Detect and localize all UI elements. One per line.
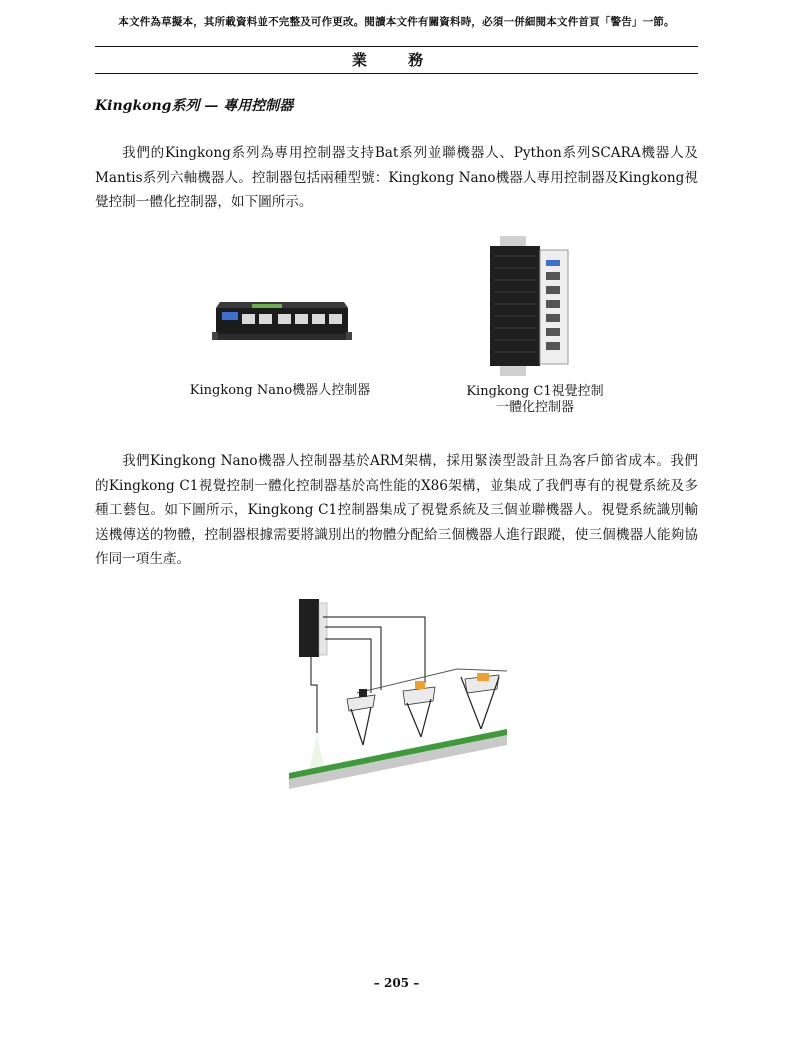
kingkong-c1-image [484,236,576,376]
nano-caption: Kingkong Nano機器人控制器 [189,383,371,398]
kingkong-nano-image [212,294,352,346]
paragraph-intro: 我們的Kingkong系列為專用控制器支持Bat系列並聯機器人、Python系列SCARA機器人及Mantis系列六軸機器人。控制器包括兩種型號：Kingkong Nano機器人專用控制器及Kingkong視覺控制一體化控制器，如下圖所示。 [95,145,698,210]
subheading: Kingkong系列 — 專用控制器 [95,98,294,114]
c1-caption [440,384,630,416]
section-title: 業 務 [95,46,698,74]
vision-robot-system-image [285,595,511,795]
page-number: – 205 – [373,976,420,990]
draft-warning: 本文件為草擬本，其所載資料並不完整及可作更改。閱讀本文件有關資料時，必須一併細閱本文件首頁「警告」一節。 [118,16,675,28]
c1-caption-line2: 一體化控制器 [495,400,574,415]
c1-caption-line1: Kingkong C1視覺控制 [466,384,604,399]
paragraph-architecture: 我們Kingkong Nano機器人控制器基於ARM架構，採用緊湊型設計且為客戶節省成本。我們的Kingkong C1視覺控制一體化控制器基於高性能的X86架構，並集成了我們專有的視覺系統及多種工藝包。如下圖所示，Kingkong C1控制器集成了視覺系統及三個並聯機器人。視覺系統識別輸送機傳送的物體，控制器根據需要將識別出的物體分配給三個機器人進行跟蹤，使三個機器人能夠協作同一項生產。 [95,453,698,567]
